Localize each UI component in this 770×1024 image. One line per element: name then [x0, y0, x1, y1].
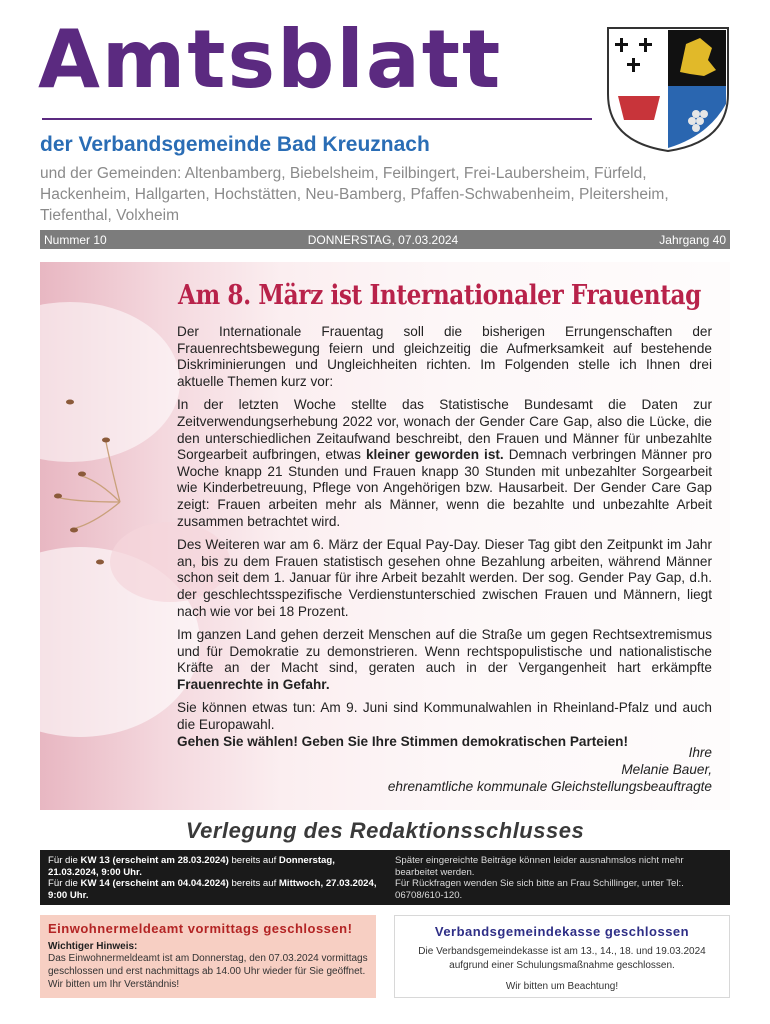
masthead-subtitle: der Verbandsgemeinde Bad Kreuznach	[40, 133, 430, 156]
masthead-title: Amtsblatt	[38, 13, 503, 106]
notice-thanks: Wir bitten um Beachtung!	[505, 981, 619, 992]
notice-text: Das Einwohnermeldeamt ist am Donnerstag, den 07.03.2024 vormittags geschlossen und erst nachmittags ab 14.00 Uhr wieder für Sie geöffnet. Wir bitten um Ihr Verständnis!	[48, 953, 368, 990]
municipalities-list: und der Gemeinden: Altenbamberg, Biebelsheim, Feilbingert, Frei-Laubersheim, Fürfeld, Hackenheim, Hallgarten, Hochstätten, Neu-Bamberg, Pfaffen-Schwabenheim, Pleitersheim, Tiefenthal, Volxheim	[40, 165, 669, 224]
issue-number: Nummer 10	[44, 232, 107, 247]
treasury-notice	[394, 915, 730, 998]
article-paragraph: Des Weiteren war am 6. März der Equal Pay-Day. Dieser Tag gibt den Zeitpunkt im Jahr an, bis zu dem Frauen statistisch gesehen ohne Bezahlung arbeiten, während Männer schon seit dem 1. Januar für ihre Arbeit bezahlt werden. Der sog. Gender Pay Gap, d.h. der geschlechtsspezifische Verdienstunterschied zwischen Frauen und Männern, liegt nach wie vor bei 18 Prozent.	[177, 537, 712, 619]
article-paragraph: Im ganzen Land gehen derzeit Menschen auf die Straße um gegen Rechtsextremismus und für Demokratie zu demonstrieren. Wenn rechtspopulistische und nationalistische Kräfte an der Macht sind, geraten auch in der Vergangenheit hart erkämpfte Frauenrechte in Gefahr.	[177, 627, 712, 692]
masthead-rule	[42, 118, 592, 120]
deadline-notice	[40, 850, 730, 905]
deadline-info: Später eingereichte Beiträge können leider ausnahmslos nicht mehr bearbeitet werden. Für Rückfragen wenden Sie sich bitte an Frau Schillinger, unter Tel:. 06708/610-120.	[395, 855, 684, 901]
lead-article	[40, 262, 730, 810]
deadline-dates: Für die KW 13 (erscheint am 28.03.2024) bereits auf Donnerstag, 21.03.2024, 9:00 Uhr. Für die KW 14 (erscheint am 04.04.2024) bereits auf Mittwoch, 27.03.2024, 9:00 Uhr.	[48, 855, 377, 901]
article-headline: Am 8. März ist Internationaler Frauentag	[178, 280, 701, 311]
notice-title: Verbandsgemeindekasse geschlossen	[434, 924, 690, 939]
notice-text: Die Verbandsgemeindekasse ist am 13., 14., 18. und 19.03.2024 aufgrund einer Schulungsmaßnahme geschlossen.	[418, 946, 706, 971]
article-body	[177, 324, 712, 757]
registration-office-notice	[40, 915, 376, 998]
article-paragraph: Sie können etwas tun: Am 9. Juni sind Kommunalwahlen in Rheinland-Pfalz und auch die Europawahl. Gehen Sie wählen! Geben Sie Ihre Stimmen demokratischen Parteien!	[177, 700, 712, 749]
article-paragraph: Der Internationale Frauentag soll die bisherigen Errungenschaften der Frauenrechtsbewegung feiern und gleichzeitig die Aufmerksamkeit auf bestehende Diskriminierungen und Ungleichheiten richten. Im Folgenden stelle ich Ihnen drei aktuelle Themen kurz vor:	[177, 324, 712, 389]
deadline-section-title: Verlegung des Redaktionsschlusses	[185, 818, 585, 843]
issue-info-bar	[40, 230, 730, 249]
article-signature: Ihre Melanie Bauer, ehrenamtliche kommunale Gleichstellungsbeauftragte	[387, 745, 712, 794]
notice-label: Wichtiger Hinweis:	[48, 941, 138, 952]
notice-title: Einwohnermeldeamt vormittags geschlossen!	[48, 921, 353, 936]
issue-volume: Jahrgang 40	[659, 232, 726, 247]
issue-date: DONNERSTAG, 07.03.2024	[307, 232, 459, 247]
article-paragraph: In der letzten Woche stellte das Statistische Bundesamt die Daten zur Zeitverwendungserhebung 2022 vor, wonach der Gender Care Gap, also die Lücke, die den unterschiedlichen Zeitaufwand beschreibt, den Frauen und Männer für unbezahlte Sorgearbeit aufbringen, etwas kleiner geworden ist. Demnach verbringen Männer pro Woche knapp 21 Stunden und Frauen knapp 30 Stunden mit unbezahlter Sorgearbeit wie Kinderbetreuung, Pflege von Angehörigen bzw. Hausarbeit. Der Gender Care Gap zeigt: Frauen arbeiten mehr als Männer, wenn die bezahlte und unbezahlte Arbeit zusammen betrachtet wird.	[177, 397, 712, 529]
coat-of-arms-icon	[604, 24, 732, 154]
